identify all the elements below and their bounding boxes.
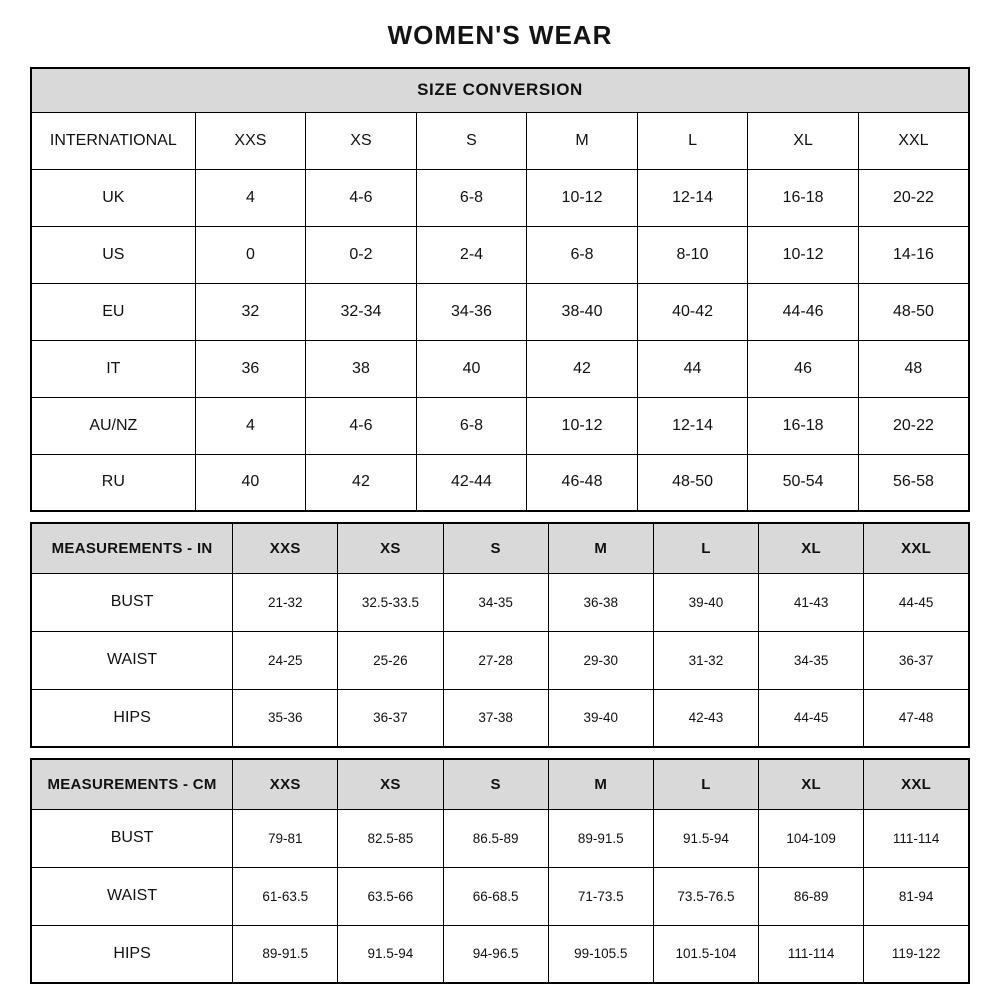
table-cell: 6-8 xyxy=(416,397,527,454)
table-cell: 37-38 xyxy=(443,689,548,747)
table-cell: 82.5-85 xyxy=(338,809,443,867)
column-header: S xyxy=(443,523,548,573)
row-label: AU/NZ xyxy=(31,397,195,454)
column-header: XXS xyxy=(195,112,306,169)
table-row xyxy=(31,112,969,169)
size-conversion-table xyxy=(30,67,970,512)
column-header: XXL xyxy=(864,759,969,809)
column-header: XXL xyxy=(858,112,969,169)
table-cell: 34-35 xyxy=(759,631,864,689)
table-cell: 94-96.5 xyxy=(443,925,548,983)
table-cell: 86-89 xyxy=(759,867,864,925)
measurements-in-table xyxy=(30,522,970,748)
table-cell: 31-32 xyxy=(653,631,758,689)
table-row xyxy=(31,689,969,747)
table-cell: 34-35 xyxy=(443,573,548,631)
table-cell: 42-43 xyxy=(653,689,758,747)
table-cell: 34-36 xyxy=(416,283,527,340)
table-cell: 40 xyxy=(195,454,306,511)
table-cell: 101.5-104 xyxy=(653,925,758,983)
table-cell: 104-109 xyxy=(759,809,864,867)
table-row xyxy=(31,340,969,397)
table-cell: 24-25 xyxy=(233,631,338,689)
table-cell: 81-94 xyxy=(864,867,969,925)
table-cell: 79-81 xyxy=(233,809,338,867)
table-cell: 0-2 xyxy=(306,226,417,283)
table-cell: 29-30 xyxy=(548,631,653,689)
table-cell: 6-8 xyxy=(416,169,527,226)
measurements-cm-table xyxy=(30,758,970,984)
table-cell: 12-14 xyxy=(637,169,748,226)
column-header: L xyxy=(637,112,748,169)
table-cell: 20-22 xyxy=(858,397,969,454)
table-cell: 44-45 xyxy=(864,573,969,631)
table-cell: 40-42 xyxy=(637,283,748,340)
table-cell: 16-18 xyxy=(748,169,859,226)
row-label: EU xyxy=(31,283,195,340)
row-label: RU xyxy=(31,454,195,511)
table-row xyxy=(31,68,969,112)
table-row xyxy=(31,226,969,283)
table-cell: 48-50 xyxy=(637,454,748,511)
column-header: XS xyxy=(338,523,443,573)
table-cell: 44-46 xyxy=(748,283,859,340)
table-cell: 41-43 xyxy=(759,573,864,631)
table-cell: 42 xyxy=(527,340,638,397)
table-cell: 20-22 xyxy=(858,169,969,226)
table-cell: 48-50 xyxy=(858,283,969,340)
table-cell: 91.5-94 xyxy=(338,925,443,983)
table-cell: 10-12 xyxy=(748,226,859,283)
row-label: IT xyxy=(31,340,195,397)
table-cell: 8-10 xyxy=(637,226,748,283)
column-header: M xyxy=(548,523,653,573)
table-cell: 89-91.5 xyxy=(233,925,338,983)
table-cell: 40 xyxy=(416,340,527,397)
column-header: XXL xyxy=(864,523,969,573)
column-header: M xyxy=(548,759,653,809)
row-label: UK xyxy=(31,169,195,226)
table-cell: 73.5-76.5 xyxy=(653,867,758,925)
row-label: BUST xyxy=(31,809,233,867)
table-cell: 4 xyxy=(195,169,306,226)
table-cell: 4 xyxy=(195,397,306,454)
table-cell: 47-48 xyxy=(864,689,969,747)
row-label: HIPS xyxy=(31,689,233,747)
table-row xyxy=(31,867,969,925)
table-cell: 21-32 xyxy=(233,573,338,631)
row-label: US xyxy=(31,226,195,283)
table-cell: 119-122 xyxy=(864,925,969,983)
table-cell: 4-6 xyxy=(306,397,417,454)
column-header: M xyxy=(527,112,638,169)
table-cell: 4-6 xyxy=(306,169,417,226)
table-cell: 66-68.5 xyxy=(443,867,548,925)
table-cell: 10-12 xyxy=(527,397,638,454)
row-label: HIPS xyxy=(31,925,233,983)
table-cell: 36-37 xyxy=(864,631,969,689)
table-cell: 32-34 xyxy=(306,283,417,340)
table-cell: 27-28 xyxy=(443,631,548,689)
table-row xyxy=(31,925,969,983)
table-cell: 14-16 xyxy=(858,226,969,283)
row-label: BUST xyxy=(31,573,233,631)
table-cell: 36 xyxy=(195,340,306,397)
column-header: XL xyxy=(748,112,859,169)
column-header: XXS xyxy=(233,523,338,573)
column-header: S xyxy=(416,112,527,169)
table-cell: 39-40 xyxy=(653,573,758,631)
table-cell: 111-114 xyxy=(864,809,969,867)
table-cell: 12-14 xyxy=(637,397,748,454)
table-cell: 36-38 xyxy=(548,573,653,631)
table-row xyxy=(31,523,969,573)
page-title: WOMEN'S WEAR xyxy=(387,20,613,50)
column-header: XS xyxy=(306,112,417,169)
table-row xyxy=(31,809,969,867)
table-cell: 61-63.5 xyxy=(233,867,338,925)
table-cell: 32.5-33.5 xyxy=(338,573,443,631)
table-cell: 35-36 xyxy=(233,689,338,747)
table-cell: 46 xyxy=(748,340,859,397)
table-cell: 36-37 xyxy=(338,689,443,747)
table-cell: 42 xyxy=(306,454,417,511)
table-cell: 10-12 xyxy=(527,169,638,226)
column-header: L xyxy=(653,523,758,573)
table-row xyxy=(31,631,969,689)
table-cell: 89-91.5 xyxy=(548,809,653,867)
table-cell: 32 xyxy=(195,283,306,340)
table-cell: 6-8 xyxy=(527,226,638,283)
table-cell: 99-105.5 xyxy=(548,925,653,983)
table-cell: 38-40 xyxy=(527,283,638,340)
table-cell: 39-40 xyxy=(548,689,653,747)
table-cell: 25-26 xyxy=(338,631,443,689)
table-row xyxy=(31,397,969,454)
table-row xyxy=(31,573,969,631)
table-cell: 44 xyxy=(637,340,748,397)
row-label: INTERNATIONAL xyxy=(31,112,195,169)
table-title: MEASUREMENTS - IN xyxy=(31,523,233,573)
spacer xyxy=(30,748,970,758)
table-cell: 86.5-89 xyxy=(443,809,548,867)
row-label: WAIST xyxy=(31,867,233,925)
table-cell: 91.5-94 xyxy=(653,809,758,867)
column-header: XL xyxy=(759,523,864,573)
table-cell: 38 xyxy=(306,340,417,397)
column-header: XL xyxy=(759,759,864,809)
row-label: WAIST xyxy=(31,631,233,689)
table-cell: 71-73.5 xyxy=(548,867,653,925)
table-cell: 63.5-66 xyxy=(338,867,443,925)
table-cell: 2-4 xyxy=(416,226,527,283)
column-header: S xyxy=(443,759,548,809)
column-header: XXS xyxy=(233,759,338,809)
column-header: XS xyxy=(338,759,443,809)
table-title: SIZE CONVERSION xyxy=(31,68,969,112)
table-title: MEASUREMENTS - CM xyxy=(31,759,233,809)
table-row xyxy=(31,283,969,340)
table-row xyxy=(31,454,969,511)
table-cell: 48 xyxy=(858,340,969,397)
table-cell: 46-48 xyxy=(527,454,638,511)
spacer xyxy=(30,512,970,522)
table-cell: 44-45 xyxy=(759,689,864,747)
table-cell: 42-44 xyxy=(416,454,527,511)
table-cell: 16-18 xyxy=(748,397,859,454)
table-row xyxy=(31,169,969,226)
table-cell: 56-58 xyxy=(858,454,969,511)
table-row xyxy=(31,759,969,809)
table-cell: 111-114 xyxy=(759,925,864,983)
table-cell: 50-54 xyxy=(748,454,859,511)
column-header: L xyxy=(653,759,758,809)
table-cell: 0 xyxy=(195,226,306,283)
